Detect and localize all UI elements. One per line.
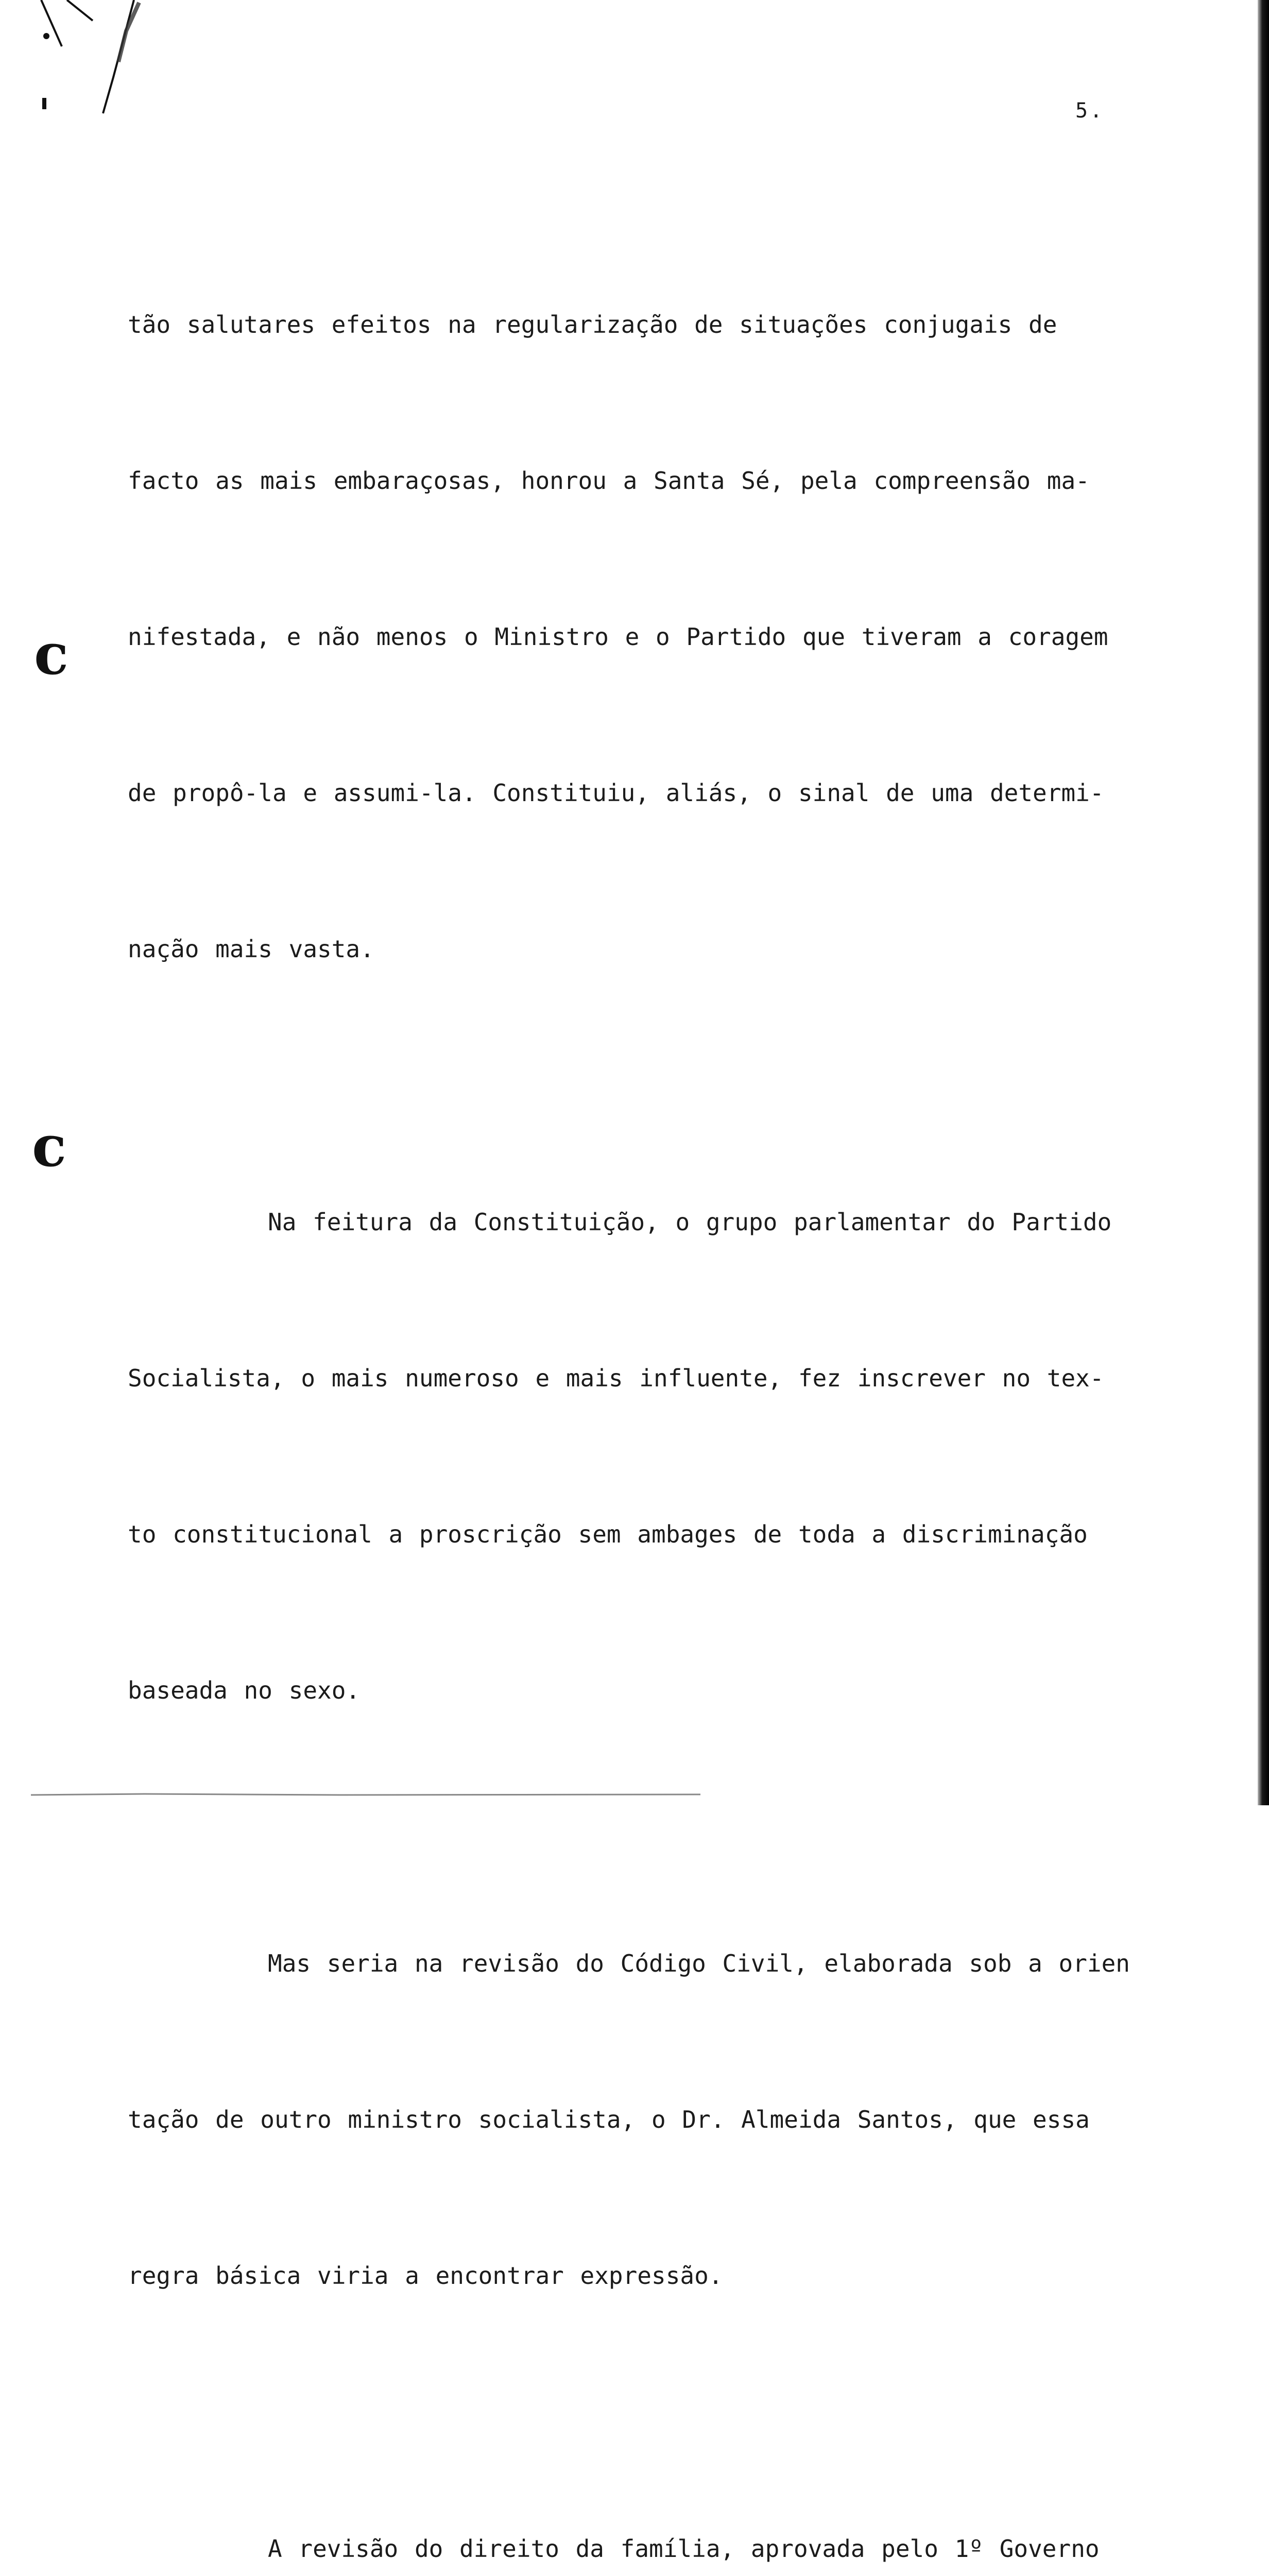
binding-edge <box>1258 0 1269 1805</box>
paragraph-4 <box>128 2419 1178 2576</box>
margin-mark-c: c <box>32 1113 66 1179</box>
text-line: A revisão do direito da família, aprovada pelo 1º Governo <box>268 2535 1100 2563</box>
bottom-edge-smudge <box>31 1792 700 1797</box>
text-line: nação mais vasta. <box>128 935 374 963</box>
text-line: baseada no sexo. <box>128 1676 361 1704</box>
text-line: Socialista, o mais numeroso e mais influente, fez inscrever no tex- <box>128 1364 1104 1392</box>
text-line: tação de outro ministro socialista, o Dr. Almeida Santos, que essa <box>128 2106 1090 2133</box>
paragraph-3 <box>128 1834 1178 2406</box>
text-line: Mas seria na revisão do Código Civil, elaborada sob a orien <box>268 1950 1130 1977</box>
body-text <box>128 195 1178 2576</box>
page-number: 5. <box>1075 99 1105 123</box>
paragraph-2 <box>128 1092 1178 1821</box>
paragraph-1 <box>128 195 1178 1079</box>
text-line: regra básica viria a encontrar expressão. <box>128 2262 723 2290</box>
text-line: Na feitura da Constituição, o grupo parlamentar do Partido <box>268 1208 1112 1236</box>
text-line: tão salutares efeitos na regularização de situações conjugais de <box>128 311 1057 338</box>
corner-scribble <box>31 0 165 134</box>
text-line: facto as mais embaraçosas, honrou a Santa Sé, pela compreensão ma- <box>128 467 1090 495</box>
margin-mark-c: c <box>34 621 68 687</box>
text-line: to constitucional a proscrição sem ambages de toda a discriminação <box>128 1520 1088 1548</box>
text-line: nifestada, e não menos o Ministro e o Partido que tiveram a coragem <box>128 623 1108 651</box>
text-line: de propô-la e assumi-la. Constituiu, aliás, o sinal de uma determi- <box>128 779 1104 807</box>
